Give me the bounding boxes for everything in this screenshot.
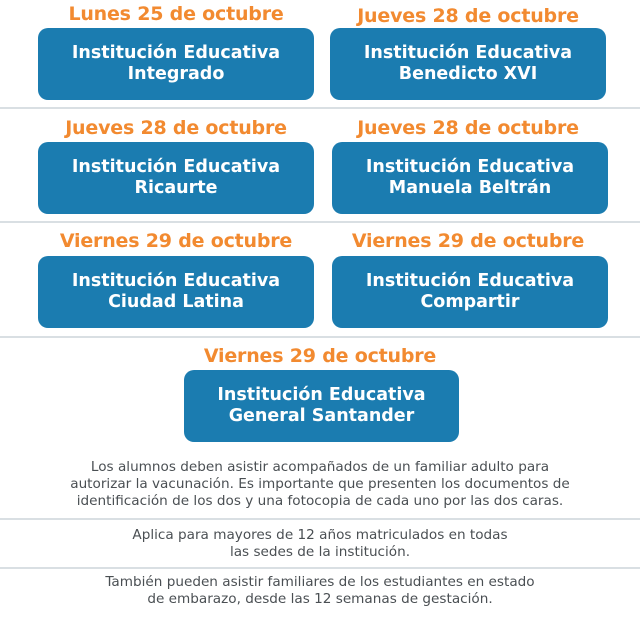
note-line: las sedes de la institución. xyxy=(229,544,411,560)
school-card-ricaurte xyxy=(38,142,314,214)
school-card-benedicto-xvi xyxy=(330,28,606,100)
school-card-line1: Institución Educativa xyxy=(217,385,426,405)
note-line: identificación de los dos y una fotocopia de cada uno por las dos caras. xyxy=(76,493,564,509)
note-line: autorizar la vacunación. Es importante que presenten los documentos de xyxy=(70,476,570,492)
school-card-general-santander xyxy=(184,370,459,442)
note-line: Aplica para mayores de 12 años matriculados en todas xyxy=(132,527,508,543)
date-label: Viernes 29 de octubre xyxy=(203,345,437,367)
date-label: Jueves 28 de octubre xyxy=(357,5,579,27)
school-card-line1: Institución Educativa xyxy=(363,43,573,63)
date-label: Viernes 29 de octubre xyxy=(351,230,585,252)
school-card-name: Benedicto XVI xyxy=(398,64,538,84)
school-card-name: General Santander xyxy=(228,406,415,426)
date-label: Jueves 28 de octubre xyxy=(357,117,579,139)
date-label: Viernes 29 de octubre xyxy=(59,230,293,252)
divider xyxy=(0,336,640,338)
eligibility-note xyxy=(0,527,640,561)
note-line: Los alumnos deben asistir acompañados de un familiar adulto para xyxy=(90,459,550,475)
school-card-line1: Institución Educativa xyxy=(71,271,281,291)
school-card-line1: Institución Educativa xyxy=(71,157,281,177)
date-label: Jueves 28 de octubre xyxy=(65,117,287,139)
school-card-line1: Institución Educativa xyxy=(365,271,575,291)
divider xyxy=(0,221,640,223)
school-card-name: Compartir xyxy=(420,292,520,312)
school-card-integrado xyxy=(38,28,314,100)
divider xyxy=(0,107,640,109)
school-card-line1: Institución Educativa xyxy=(71,43,281,63)
accompaniment-note xyxy=(0,459,640,510)
school-card-name: Ciudad Latina xyxy=(108,292,244,312)
school-card-name: Integrado xyxy=(127,64,225,84)
school-card-ciudad-latina xyxy=(38,256,314,328)
divider xyxy=(0,567,640,569)
school-card-line1: Institución Educativa xyxy=(365,157,575,177)
school-card-name: Ricaurte xyxy=(134,178,218,198)
note-line: de embarazo, desde las 12 semanas de gestación. xyxy=(147,591,493,607)
school-card-compartir xyxy=(332,256,608,328)
school-card-name: Manuela Beltrán xyxy=(388,178,552,198)
note-line: También pueden asistir familiares de los estudiantes en estado xyxy=(105,574,535,590)
date-label: Lunes 25 de octubre xyxy=(68,3,284,25)
school-card-manuela-beltran xyxy=(332,142,608,214)
divider xyxy=(0,518,640,520)
pregnancy-note xyxy=(0,574,640,608)
